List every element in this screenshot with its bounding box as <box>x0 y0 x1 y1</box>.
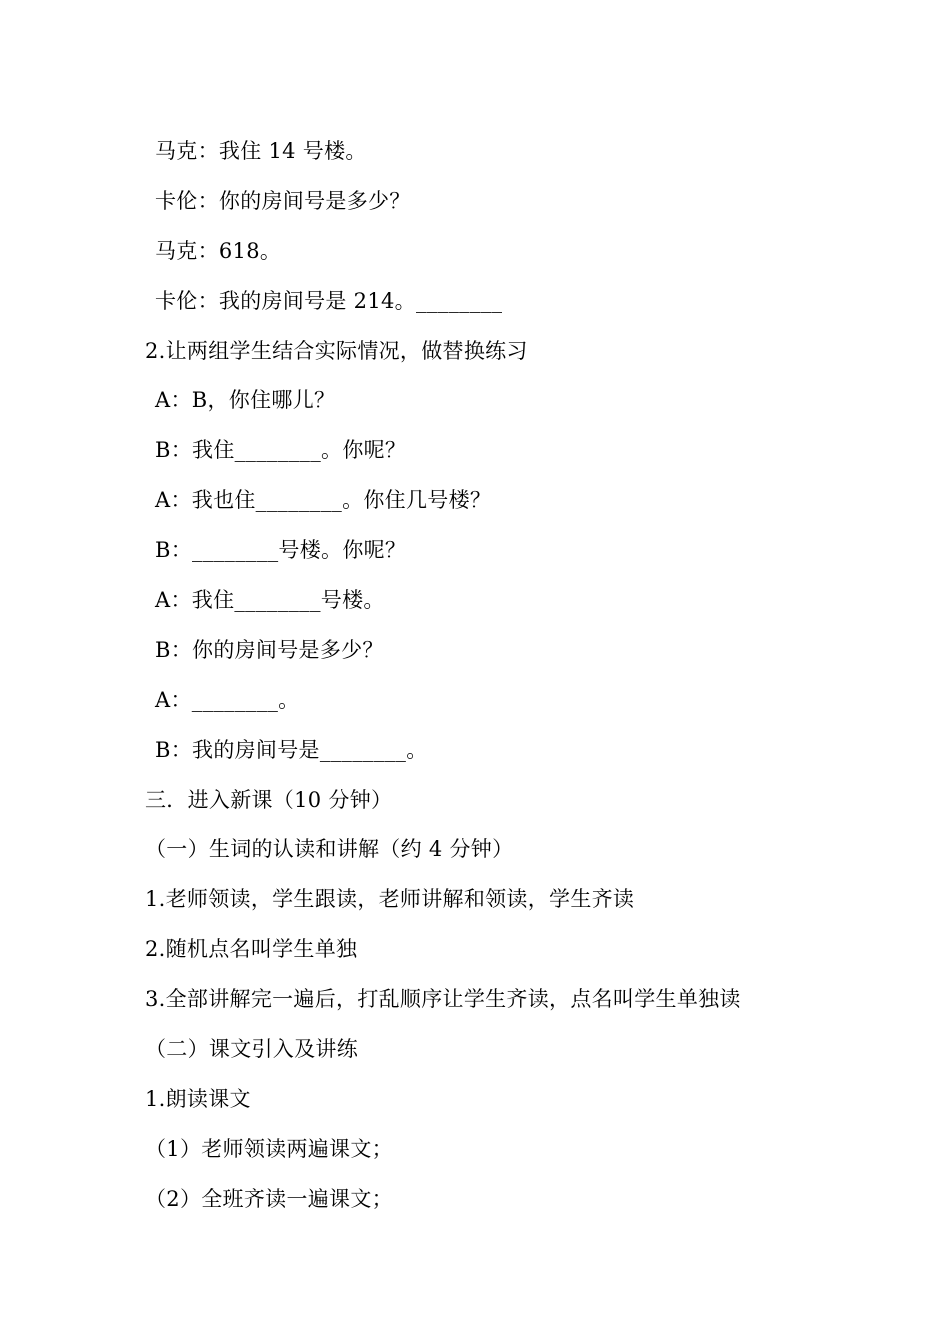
dialogue-line: 卡伦：你的房间号是多少？ <box>155 188 411 213</box>
subsection-heading: （二）课文引入及讲练 <box>145 1037 358 1062</box>
step-line: 1.老师领读，学生跟读，老师讲解和领读，学生齐读 <box>145 887 635 912</box>
step-line: 2.随机点名叫学生单独 <box>145 937 358 962</box>
practice-line: B：我的房间号是________。 <box>155 737 428 762</box>
step-line: 1.朗读课文 <box>145 1086 251 1111</box>
dialogue-line: 马克：我住 14 号楼。 <box>155 139 367 163</box>
practice-line: B：你的房间号是多少？ <box>155 637 384 662</box>
dialogue-line: 卡伦：我的房间号是 214。________ <box>155 288 503 313</box>
practice-line: A：B，你住哪儿？ <box>155 388 336 413</box>
practice-line: A：________。 <box>155 687 300 712</box>
practice-line: A：我也住________。你住几号楼？ <box>155 488 492 513</box>
practice-line: B：________号楼。你呢？ <box>155 538 407 563</box>
subsection-heading: （一）生词的认读和讲解（约 4 分钟） <box>145 837 514 862</box>
substep-line: （2）全班齐读一遍课文； <box>145 1186 393 1211</box>
substep-line: （1）老师领读两遍课文； <box>145 1136 393 1161</box>
step-heading: 2.让两组学生结合实际情况，做替换练习 <box>145 338 528 363</box>
document-body <box>145 131 845 1229</box>
dialogue-line: 马克：618。 <box>155 238 282 263</box>
practice-line: B：我住________。你呢？ <box>155 438 407 463</box>
practice-line: A：我住________号楼。 <box>155 588 385 613</box>
step-line: 3.全部讲解完一遍后，打乱顺序让学生齐读，点名叫学生单独读 <box>145 987 741 1012</box>
section-heading: 三．进入新课（10 分钟） <box>145 787 393 812</box>
